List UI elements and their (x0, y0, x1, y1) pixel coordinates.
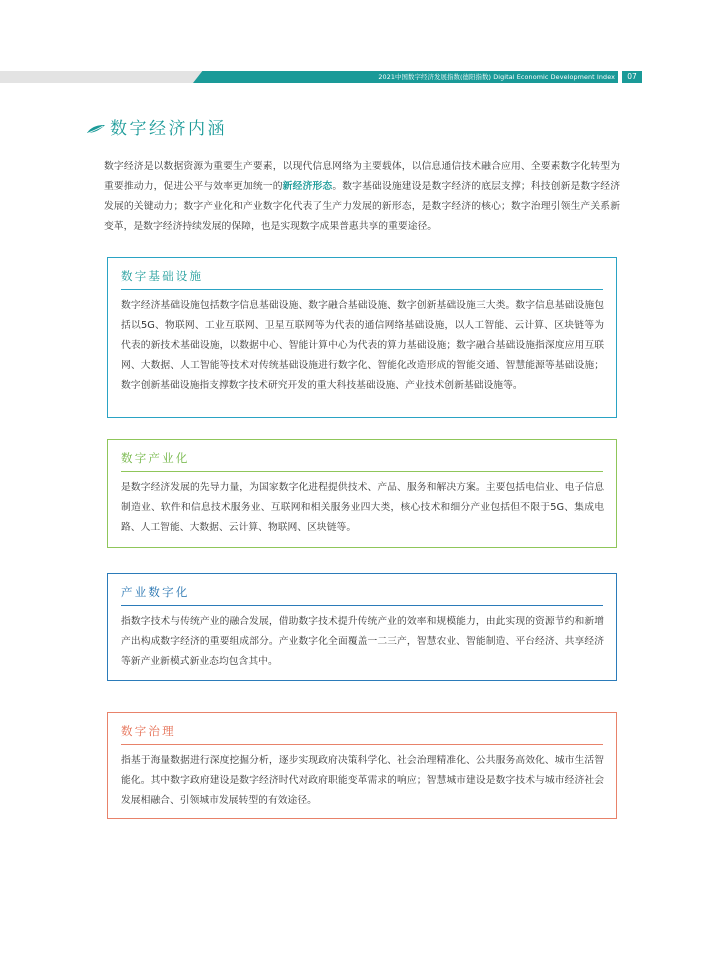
intro-highlight: 新经济形态 (282, 181, 333, 192)
box-text: 数字经济基础设施包括数字信息基础设施、数字融合基础设施、数字创新基础设施三大类。数字信息基础设施包括以5G、物联网、工业互联网、卫星互联网等为代表的通信网络基础设施，以人工智能、云计算、区块链等为代表的新技术基础设施，以数据中心、智能计算中心为代表的算力基础设施；数字融合基础设施指深度应用互联网、大数据、人工智能等技术对传统基础设施进行数字化、智能化改造形成的智能交通、智慧能源等基础设施；数字创新基础设施指支撑数字技术研究开发的重大科技基础设施、产业技术创新基础设施等。 (121, 300, 604, 391)
box-divider (121, 605, 603, 606)
box-text: 指数字技术与传统产业的融合发展，借助数字技术提升传统产业的效率和规模能力，由此实现的资源节约和新增产出构成数字经济的重要组成部分。产业数字化全面覆盖一二三产，智慧农业、智能制造、平台经济、共享经济等新产业新模式新业态均包含其中。 (121, 616, 604, 667)
box-digital-industrialization (107, 439, 617, 548)
box-title: 数字基础设施 (121, 269, 204, 283)
intro-text-after: 。数字基础设施建设是数字经济的底层支撑；科技创新是数字经济发展的关键动力；数字产业化和产业数字化代表了生产力发展的新形态，是数字经济的核心；数字治理引领生产关系新变革，是数字经济持续发展的保障，也是实现数字成果普惠共享的重要途径。 (104, 181, 621, 232)
leaf-icon (87, 124, 105, 134)
box-digital-infrastructure (107, 257, 617, 418)
header-band-text: 2021中国数字经济发展指数(德阳指数) Digital Economic Development Index (378, 73, 615, 81)
section-title: 数字经济内涵 (110, 119, 227, 139)
box-digital-governance (107, 712, 617, 819)
box-divider (121, 289, 603, 290)
intro-paragraph (104, 157, 620, 237)
box-title: 产业数字化 (121, 585, 190, 599)
intro-text-before: 数字经济是以数据资源为重要生产要素，以现代信息网络为主要载体，以信息通信技术融合应用、全要素数字化转型为重要推动力，促进公平与效率更加统一的 (104, 161, 620, 192)
box-divider (121, 744, 603, 745)
box-text: 是数字经济发展的先导力量，为国家数字化进程提供技术、产品、服务和解决方案。主要包括电信业、电子信息制造业、软件和信息技术服务业、互联网和相关服务业四大类，核心技术和细分产业包括但不限于5G、集成电路、人工智能、大数据、云计算、物联网、区块链等。 (121, 482, 604, 533)
page-number: 07 (622, 71, 642, 83)
box-title: 数字产业化 (121, 451, 190, 465)
box-divider (121, 471, 603, 472)
box-title: 数字治理 (121, 724, 176, 738)
box-industrial-digitalization (107, 573, 617, 681)
box-text: 指基于海量数据进行深度挖掘分析，逐步实现政府决策科学化、社会治理精准化、公共服务高效化、城市生活智能化。其中数字政府建设是数字经济时代对政府职能变革需求的响应；智慧城市建设是数字技术与城市经济社会发展相融合、引领城市发展转型的有效途径。 (121, 755, 604, 806)
section-heading (87, 118, 227, 140)
